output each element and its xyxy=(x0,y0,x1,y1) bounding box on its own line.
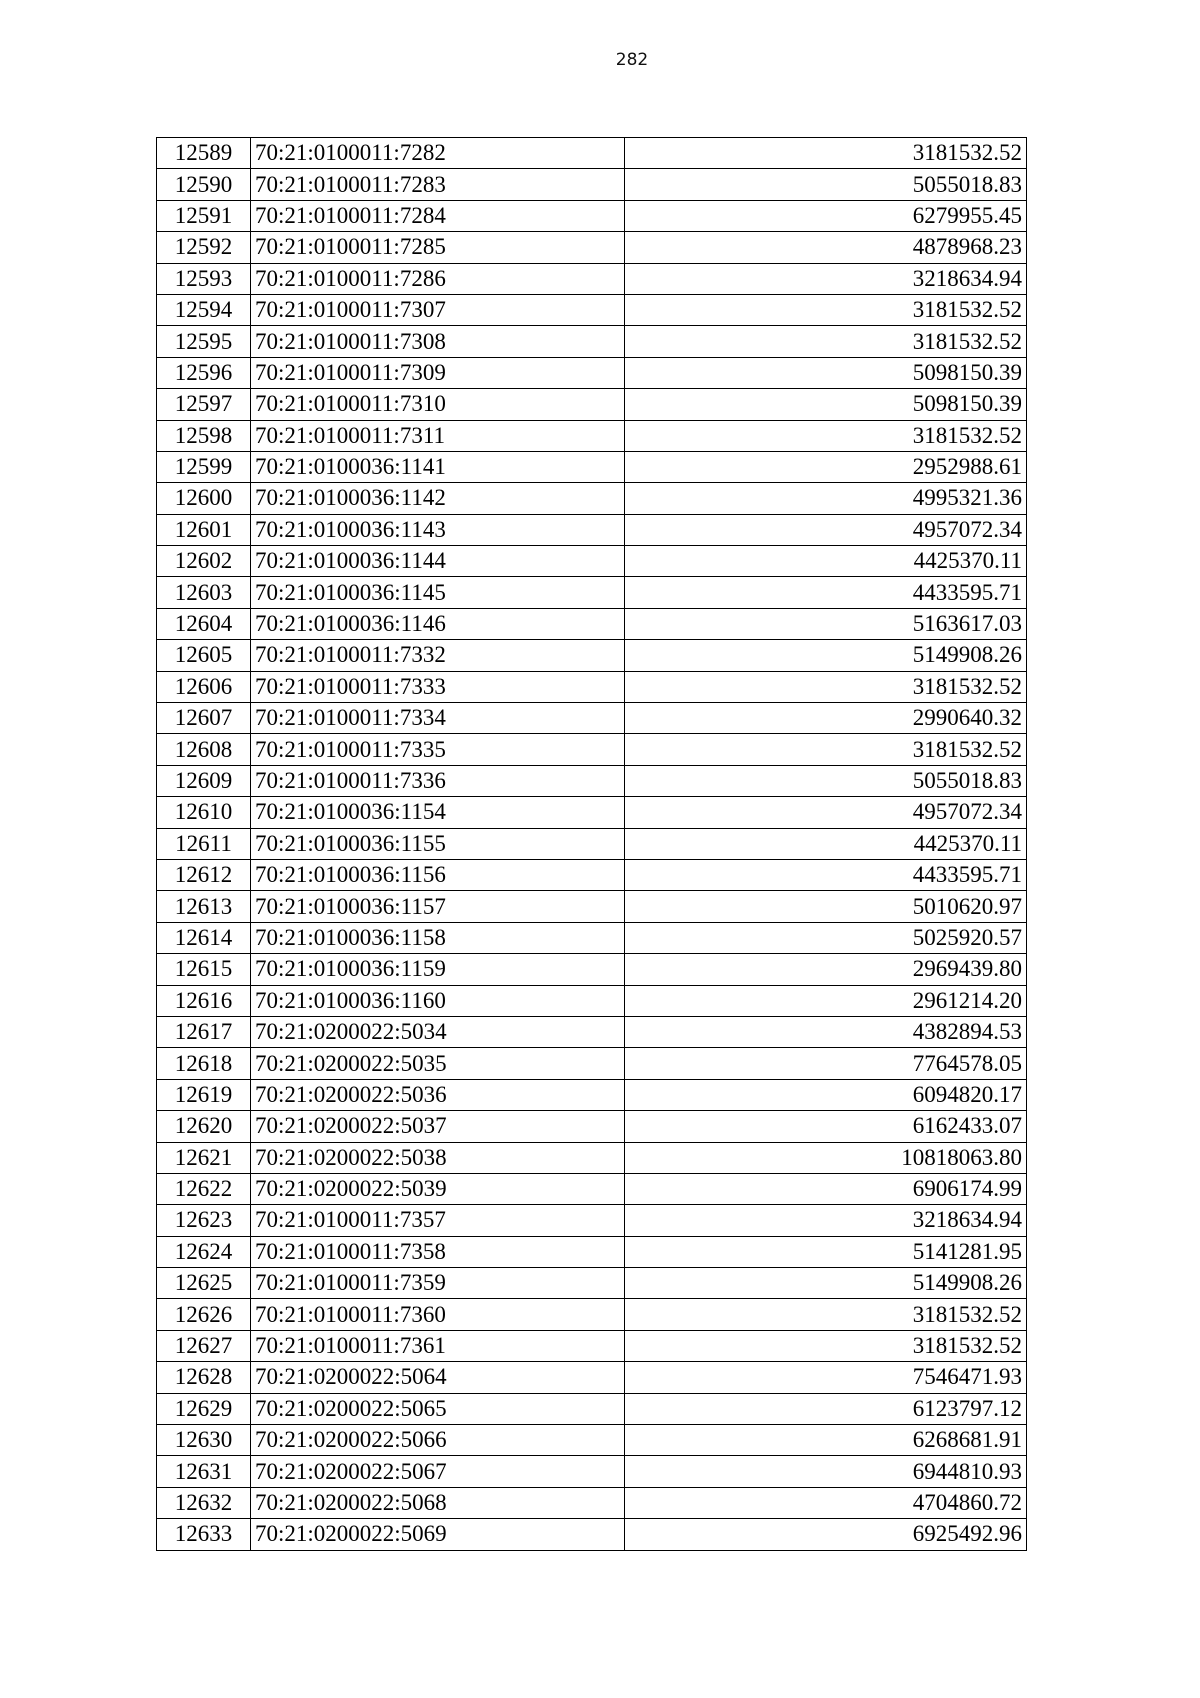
table-row xyxy=(157,765,1027,796)
cadastral-value-table xyxy=(156,137,1027,1551)
value-cell: 3181532.52 xyxy=(625,326,1027,357)
cadastral-number-cell: 70:21:0200022:5064 xyxy=(251,1362,625,1393)
value-cell: 5149908.26 xyxy=(625,1268,1027,1299)
value-cell: 3181532.52 xyxy=(625,1299,1027,1330)
table-row xyxy=(157,389,1027,420)
row-number-cell: 12610 xyxy=(157,797,251,828)
row-number-cell: 12633 xyxy=(157,1519,251,1550)
cadastral-number-cell: 70:21:0200022:5034 xyxy=(251,1016,625,1047)
row-number-cell: 12599 xyxy=(157,451,251,482)
table-row xyxy=(157,1330,1027,1361)
cadastral-number-cell: 70:21:0100036:1159 xyxy=(251,954,625,985)
table-row xyxy=(157,1268,1027,1299)
value-cell: 4382894.53 xyxy=(625,1016,1027,1047)
cadastral-number-cell: 70:21:0100011:7282 xyxy=(251,138,625,169)
table-row xyxy=(157,263,1027,294)
cadastral-number-cell: 70:21:0100011:7308 xyxy=(251,326,625,357)
value-cell: 6944810.93 xyxy=(625,1456,1027,1487)
table-row xyxy=(157,922,1027,953)
cadastral-number-cell: 70:21:0100036:1143 xyxy=(251,514,625,545)
cadastral-number-cell: 70:21:0100036:1146 xyxy=(251,608,625,639)
value-cell: 4433595.71 xyxy=(625,859,1027,890)
table-row xyxy=(157,1111,1027,1142)
row-number-cell: 12632 xyxy=(157,1487,251,1518)
row-number-cell: 12601 xyxy=(157,514,251,545)
cadastral-number-cell: 70:21:0100011:7283 xyxy=(251,169,625,200)
cadastral-number-cell: 70:21:0100011:7284 xyxy=(251,200,625,231)
cadastral-number-cell: 70:21:0100036:1155 xyxy=(251,828,625,859)
table-row xyxy=(157,577,1027,608)
table-row xyxy=(157,954,1027,985)
value-cell: 4957072.34 xyxy=(625,514,1027,545)
value-cell: 3181532.52 xyxy=(625,734,1027,765)
cadastral-number-cell: 70:21:0100011:7309 xyxy=(251,357,625,388)
row-number-cell: 12626 xyxy=(157,1299,251,1330)
row-number-cell: 12627 xyxy=(157,1330,251,1361)
row-number-cell: 12611 xyxy=(157,828,251,859)
table-row xyxy=(157,1079,1027,1110)
row-number-cell: 12593 xyxy=(157,263,251,294)
cadastral-number-cell: 70:21:0100036:1157 xyxy=(251,891,625,922)
row-number-cell: 12622 xyxy=(157,1173,251,1204)
row-number-cell: 12631 xyxy=(157,1456,251,1487)
cadastral-number-cell: 70:21:0100036:1160 xyxy=(251,985,625,1016)
value-cell: 10818063.80 xyxy=(625,1142,1027,1173)
cadastral-number-cell: 70:21:0200022:5039 xyxy=(251,1173,625,1204)
cadastral-number-cell: 70:21:0200022:5069 xyxy=(251,1519,625,1550)
table-row xyxy=(157,1425,1027,1456)
row-number-cell: 12618 xyxy=(157,1048,251,1079)
cadastral-number-cell: 70:21:0200022:5066 xyxy=(251,1425,625,1456)
row-number-cell: 12615 xyxy=(157,954,251,985)
row-number-cell: 12609 xyxy=(157,765,251,796)
cadastral-number-cell: 70:21:0100036:1154 xyxy=(251,797,625,828)
table-row xyxy=(157,451,1027,482)
value-cell: 4878968.23 xyxy=(625,232,1027,263)
table-row xyxy=(157,483,1027,514)
table-row xyxy=(157,1173,1027,1204)
value-cell: 4425370.11 xyxy=(625,828,1027,859)
row-number-cell: 12596 xyxy=(157,357,251,388)
cadastral-number-cell: 70:21:0100011:7333 xyxy=(251,671,625,702)
table-row xyxy=(157,859,1027,890)
row-number-cell: 12602 xyxy=(157,546,251,577)
value-cell: 4704860.72 xyxy=(625,1487,1027,1518)
cadastral-number-cell: 70:21:0100011:7358 xyxy=(251,1236,625,1267)
value-cell: 2961214.20 xyxy=(625,985,1027,1016)
table-row xyxy=(157,734,1027,765)
cadastral-number-cell: 70:21:0200022:5038 xyxy=(251,1142,625,1173)
cadastral-number-cell: 70:21:0100036:1158 xyxy=(251,922,625,953)
cadastral-number-cell: 70:21:0100011:7336 xyxy=(251,765,625,796)
table-row xyxy=(157,891,1027,922)
row-number-cell: 12591 xyxy=(157,200,251,231)
value-cell: 5055018.83 xyxy=(625,765,1027,796)
value-cell: 6094820.17 xyxy=(625,1079,1027,1110)
cadastral-number-cell: 70:21:0100011:7360 xyxy=(251,1299,625,1330)
cadastral-number-cell: 70:21:0100011:7332 xyxy=(251,640,625,671)
value-cell: 2990640.32 xyxy=(625,703,1027,734)
table-row xyxy=(157,640,1027,671)
value-cell: 2952988.61 xyxy=(625,451,1027,482)
cadastral-number-cell: 70:21:0100011:7334 xyxy=(251,703,625,734)
table-row xyxy=(157,1236,1027,1267)
row-number-cell: 12619 xyxy=(157,1079,251,1110)
value-cell: 2969439.80 xyxy=(625,954,1027,985)
value-cell: 6279955.45 xyxy=(625,200,1027,231)
row-number-cell: 12600 xyxy=(157,483,251,514)
table-row xyxy=(157,985,1027,1016)
table-row xyxy=(157,608,1027,639)
value-cell: 4433595.71 xyxy=(625,577,1027,608)
table-row xyxy=(157,138,1027,169)
value-cell: 4425370.11 xyxy=(625,546,1027,577)
cadastral-number-cell: 70:21:0100011:7286 xyxy=(251,263,625,294)
value-cell: 5141281.95 xyxy=(625,1236,1027,1267)
cadastral-number-cell: 70:21:0200022:5068 xyxy=(251,1487,625,1518)
table-row xyxy=(157,200,1027,231)
value-cell: 5098150.39 xyxy=(625,389,1027,420)
cadastral-number-cell: 70:21:0100011:7285 xyxy=(251,232,625,263)
row-number-cell: 12603 xyxy=(157,577,251,608)
row-number-cell: 12608 xyxy=(157,734,251,765)
table-row xyxy=(157,1299,1027,1330)
row-number-cell: 12598 xyxy=(157,420,251,451)
table-row xyxy=(157,703,1027,734)
table-row xyxy=(157,514,1027,545)
table-row xyxy=(157,1016,1027,1047)
cadastral-number-cell: 70:21:0100011:7311 xyxy=(251,420,625,451)
table-row xyxy=(157,1519,1027,1550)
cadastral-number-cell: 70:21:0200022:5035 xyxy=(251,1048,625,1079)
value-cell: 3218634.94 xyxy=(625,1205,1027,1236)
value-cell: 6268681.91 xyxy=(625,1425,1027,1456)
table-row xyxy=(157,169,1027,200)
cadastral-number-cell: 70:21:0200022:5036 xyxy=(251,1079,625,1110)
table-row xyxy=(157,326,1027,357)
value-cell: 6906174.99 xyxy=(625,1173,1027,1204)
row-number-cell: 12620 xyxy=(157,1111,251,1142)
value-cell: 3181532.52 xyxy=(625,1330,1027,1361)
row-number-cell: 12592 xyxy=(157,232,251,263)
value-cell: 5010620.97 xyxy=(625,891,1027,922)
value-cell: 5055018.83 xyxy=(625,169,1027,200)
row-number-cell: 12617 xyxy=(157,1016,251,1047)
row-number-cell: 12630 xyxy=(157,1425,251,1456)
table-row xyxy=(157,1393,1027,1424)
cadastral-number-cell: 70:21:0200022:5037 xyxy=(251,1111,625,1142)
row-number-cell: 12589 xyxy=(157,138,251,169)
table-row xyxy=(157,1205,1027,1236)
value-cell: 4957072.34 xyxy=(625,797,1027,828)
value-cell: 7546471.93 xyxy=(625,1362,1027,1393)
table-row xyxy=(157,828,1027,859)
cadastral-number-cell: 70:21:0100011:7359 xyxy=(251,1268,625,1299)
value-cell: 6123797.12 xyxy=(625,1393,1027,1424)
cadastral-number-cell: 70:21:0100036:1144 xyxy=(251,546,625,577)
value-cell: 6162433.07 xyxy=(625,1111,1027,1142)
row-number-cell: 12623 xyxy=(157,1205,251,1236)
cadastral-number-cell: 70:21:0100036:1145 xyxy=(251,577,625,608)
value-cell: 5163617.03 xyxy=(625,608,1027,639)
table-row xyxy=(157,294,1027,325)
value-cell: 7764578.05 xyxy=(625,1048,1027,1079)
table-row xyxy=(157,1142,1027,1173)
table-row xyxy=(157,1362,1027,1393)
table-row xyxy=(157,671,1027,702)
row-number-cell: 12629 xyxy=(157,1393,251,1424)
cadastral-number-cell: 70:21:0100036:1141 xyxy=(251,451,625,482)
value-cell: 3181532.52 xyxy=(625,671,1027,702)
cadastral-number-cell: 70:21:0100011:7307 xyxy=(251,294,625,325)
table-row xyxy=(157,420,1027,451)
value-cell: 3181532.52 xyxy=(625,138,1027,169)
cadastral-number-cell: 70:21:0200022:5067 xyxy=(251,1456,625,1487)
row-number-cell: 12613 xyxy=(157,891,251,922)
row-number-cell: 12628 xyxy=(157,1362,251,1393)
row-number-cell: 12607 xyxy=(157,703,251,734)
row-number-cell: 12614 xyxy=(157,922,251,953)
value-cell: 3181532.52 xyxy=(625,294,1027,325)
row-number-cell: 12595 xyxy=(157,326,251,357)
table-row xyxy=(157,1487,1027,1518)
value-cell: 5098150.39 xyxy=(625,357,1027,388)
table-row xyxy=(157,546,1027,577)
row-number-cell: 12606 xyxy=(157,671,251,702)
table-row xyxy=(157,797,1027,828)
page-number: 282 xyxy=(615,50,649,70)
table-row xyxy=(157,232,1027,263)
cadastral-number-cell: 70:21:0200022:5065 xyxy=(251,1393,625,1424)
value-cell: 3181532.52 xyxy=(625,420,1027,451)
value-cell: 3218634.94 xyxy=(625,263,1027,294)
value-cell: 5025920.57 xyxy=(625,922,1027,953)
row-number-cell: 12594 xyxy=(157,294,251,325)
value-cell: 4995321.36 xyxy=(625,483,1027,514)
value-cell: 5149908.26 xyxy=(625,640,1027,671)
cadastral-number-cell: 70:21:0100011:7361 xyxy=(251,1330,625,1361)
row-number-cell: 12616 xyxy=(157,985,251,1016)
value-cell: 6925492.96 xyxy=(625,1519,1027,1550)
row-number-cell: 12621 xyxy=(157,1142,251,1173)
row-number-cell: 12625 xyxy=(157,1268,251,1299)
row-number-cell: 12597 xyxy=(157,389,251,420)
table-body xyxy=(157,138,1027,1551)
cadastral-number-cell: 70:21:0100011:7357 xyxy=(251,1205,625,1236)
table-row xyxy=(157,1048,1027,1079)
cadastral-number-cell: 70:21:0100036:1156 xyxy=(251,859,625,890)
table-row xyxy=(157,1456,1027,1487)
row-number-cell: 12624 xyxy=(157,1236,251,1267)
cadastral-number-cell: 70:21:0100011:7335 xyxy=(251,734,625,765)
cadastral-number-cell: 70:21:0100011:7310 xyxy=(251,389,625,420)
row-number-cell: 12590 xyxy=(157,169,251,200)
cadastral-number-cell: 70:21:0100036:1142 xyxy=(251,483,625,514)
row-number-cell: 12612 xyxy=(157,859,251,890)
table-row xyxy=(157,357,1027,388)
row-number-cell: 12605 xyxy=(157,640,251,671)
row-number-cell: 12604 xyxy=(157,608,251,639)
